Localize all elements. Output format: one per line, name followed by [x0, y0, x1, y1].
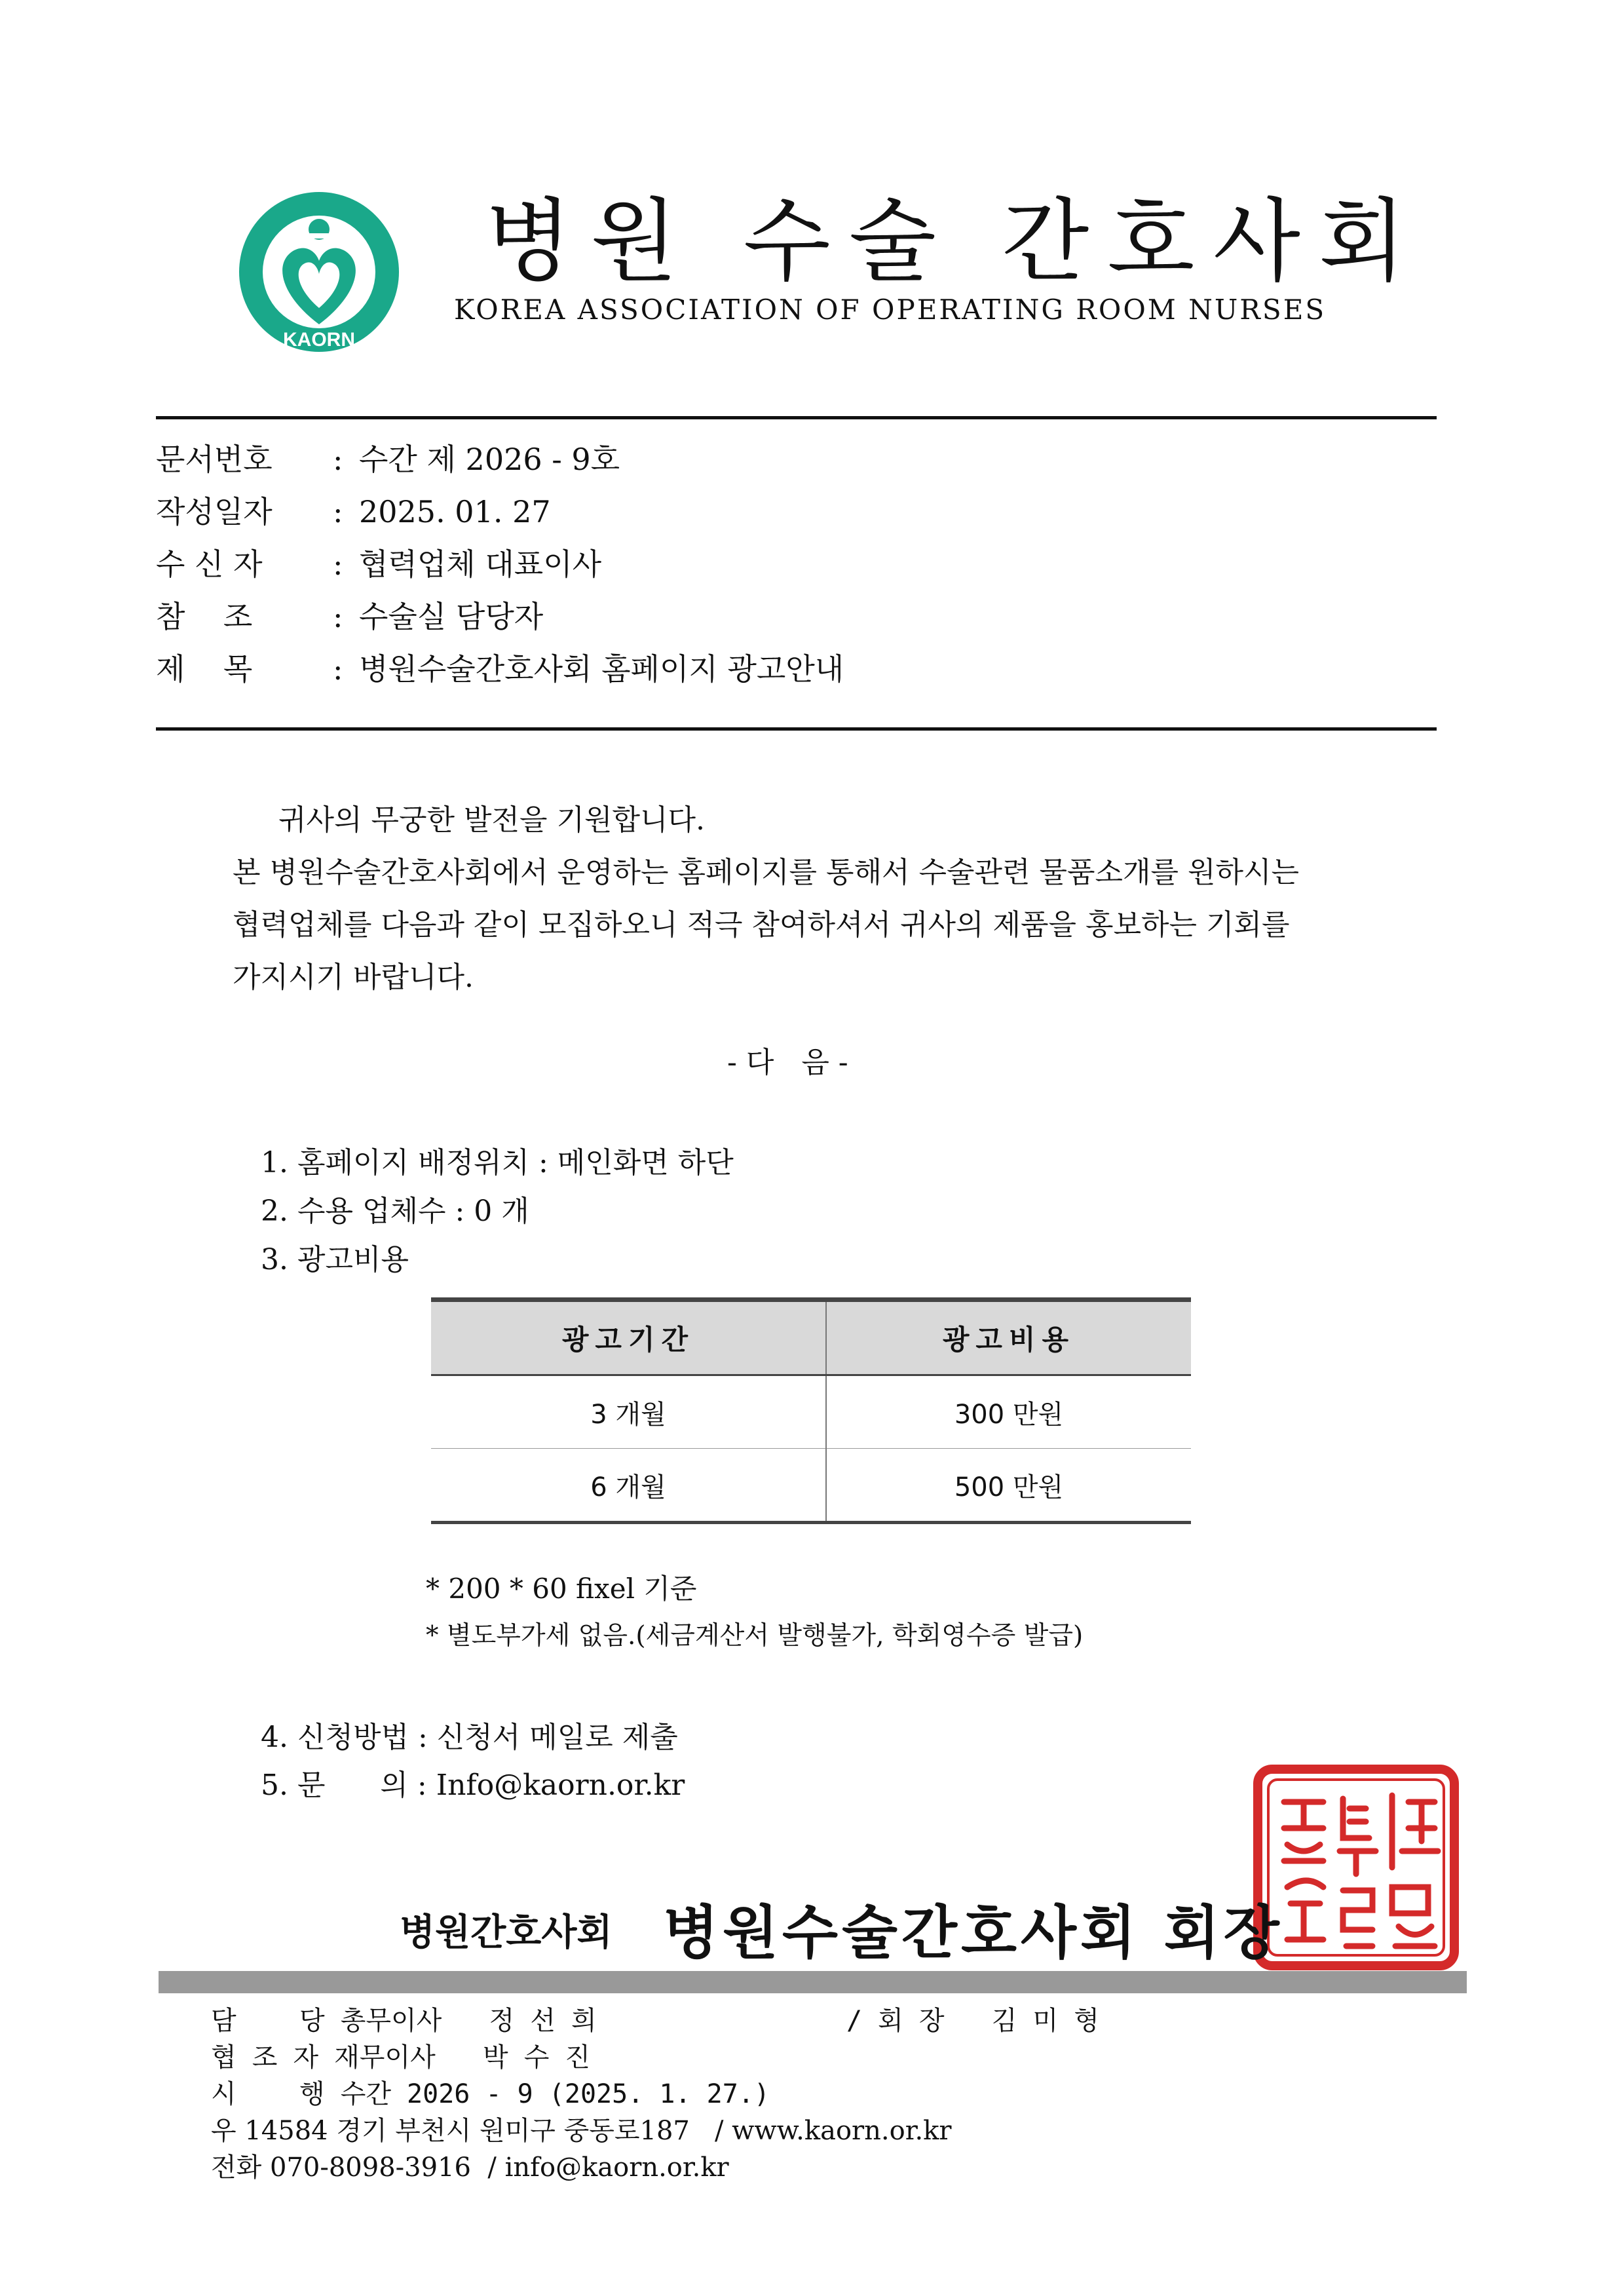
footer-line: 우 14584 경기 부천시 원미구 중동로187 / www.kaorn.or.kr	[211, 2116, 952, 2146]
table-cell: 500 만원	[826, 1449, 1191, 1523]
meta-value: 협력업체 대표이사	[359, 546, 602, 582]
logo-text: KAORN	[283, 329, 355, 351]
meta-key: 작성일자	[156, 494, 273, 529]
list-item: 4. 신청방법 : 신청서 메일로 제출	[261, 1721, 678, 1754]
meta-value: 수술실 담당자	[359, 599, 544, 634]
meta-value: 2025. 01. 27	[359, 494, 551, 529]
meta-reference: 참 조 : 수술실 담당자	[156, 593, 543, 636]
meta-key: 참 조	[156, 599, 253, 634]
meta-doc-number: 문서번호 : 수간 제 2026 - 9호	[156, 436, 620, 479]
table-header-row	[431, 1300, 1191, 1375]
footer-line: 협 조 자 재무이사 박 수 진	[211, 2042, 591, 2073]
footer-line: 시 행 수간 2026 - 9 (2025. 1. 27.)	[211, 2079, 770, 2109]
section-separator: - 다 음 -	[727, 1046, 848, 1079]
meta-value: 수간 제 2026 - 9호	[359, 442, 620, 477]
footer-line: / 회 장 김 미 형	[846, 2006, 1099, 2036]
ad-cost-table	[431, 1297, 1191, 1524]
table-row	[431, 1449, 1191, 1523]
signature-org: 병원간호사회	[400, 1911, 613, 1954]
table-header: 광고기간	[431, 1300, 826, 1375]
table-cell: 300 만원	[826, 1375, 1191, 1449]
footer-line: 전화 070-8098-3916 / info@kaorn.or.kr	[211, 2152, 729, 2183]
list-item: 2. 수용 업체수 : 0 개	[261, 1195, 529, 1228]
footer-bar	[159, 1971, 1467, 1993]
page-subtitle: KOREA ASSOCIATION OF OPERATING ROOM NURSES	[454, 294, 1327, 326]
table-row	[431, 1375, 1191, 1449]
divider-top	[156, 416, 1437, 419]
body-line: 귀사의 무궁한 발전을 기원합니다.	[278, 803, 705, 837]
footer-line: 담 당 총무이사 정 선 희	[211, 2006, 597, 2036]
meta-key: 수 신 자	[156, 546, 263, 582]
signature-title: 병원수술간호사회 회장	[663, 1899, 1283, 1966]
meta-value: 병원수술간호사회 홈페이지 광고안내	[359, 651, 844, 687]
page-title: 병원 수술 간호사회	[485, 189, 1425, 294]
meta-subject: 제 목 : 병원수술간호사회 홈페이지 광고안내	[156, 645, 844, 689]
meta-recipient: 수 신 자 : 협력업체 대표이사	[156, 541, 601, 584]
meta-key: 문서번호	[156, 442, 273, 477]
table-cell: 6 개월	[431, 1449, 826, 1523]
list-item: 5. 문 의 : Info@kaorn.or.kr	[261, 1769, 685, 1802]
table-header: 광고비용	[826, 1300, 1191, 1375]
meta-date: 작성일자 : 2025. 01. 27	[156, 488, 551, 531]
meta-key: 제 목	[156, 651, 253, 687]
body-line: 협력업체를 다음과 같이 모집하오니 적극 참여하셔서 귀사의 제품을 홍보하는 기회를	[233, 908, 1290, 942]
body-line: 가지시기 바랍니다.	[233, 961, 474, 994]
list-item: 3. 광고비용	[261, 1243, 409, 1276]
note: * 200 * 60 fixel 기준	[426, 1573, 697, 1605]
table-cell: 3 개월	[431, 1375, 826, 1449]
kaorn-logo	[234, 190, 404, 354]
list-item: 1. 홈페이지 배정위치 : 메인화면 하단	[261, 1146, 734, 1179]
body-line: 본 병원수술간호사회에서 운영하는 홈페이지를 통해서 수술관련 물품소개를 원하시는	[233, 856, 1300, 889]
divider-meta	[156, 727, 1437, 731]
note: * 별도부가세 없음.(세금계산서 발행불가, 학회영수증 발급)	[426, 1621, 1084, 1651]
